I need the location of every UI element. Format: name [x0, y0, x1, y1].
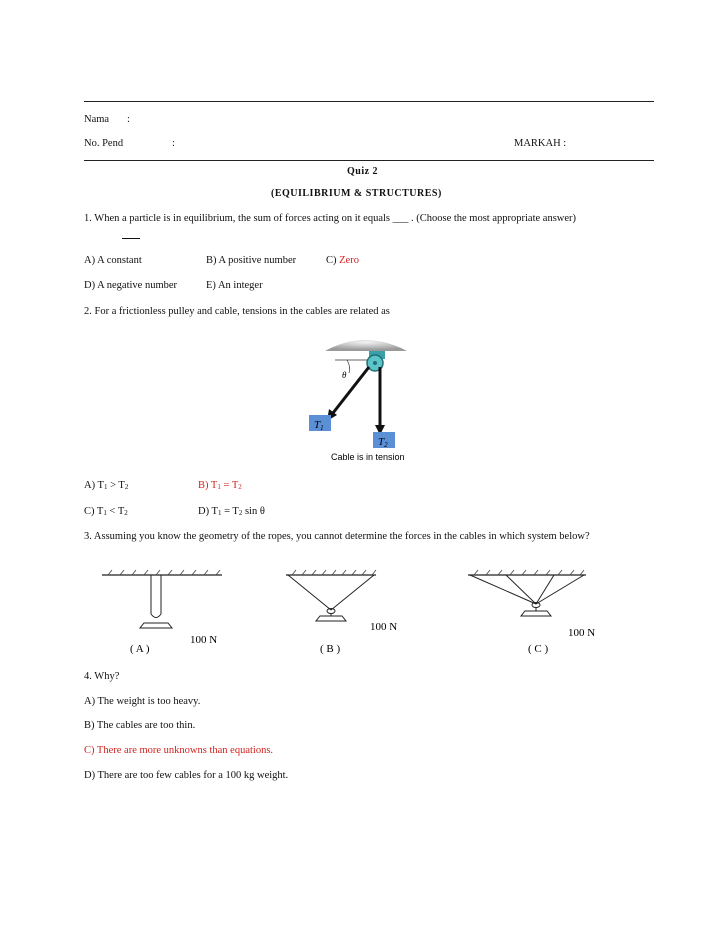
q2-option-b	[198, 480, 242, 491]
q2-c-pre: C) T	[84, 506, 104, 517]
pulley-figure-svg	[305, 333, 435, 465]
figure-b-label: ( B )	[320, 643, 341, 655]
figure-b-rope-left	[288, 575, 331, 610]
ceiling-shape	[325, 340, 407, 351]
t2-subscript: 2	[384, 441, 388, 449]
cable-t1	[333, 367, 369, 413]
figure-b-rope-right	[331, 575, 374, 610]
q2-a-sub1: 1	[103, 483, 108, 491]
figure-a-hatch	[108, 570, 220, 575]
theta-arc	[347, 360, 350, 373]
figure-b-svg	[284, 568, 424, 656]
top-rule	[84, 101, 654, 102]
nama-label: Nama	[84, 114, 110, 125]
q2-a-pre: A) T	[84, 480, 104, 491]
q2-c-mid: < T	[106, 506, 125, 517]
q2-d-mid: = T	[221, 506, 239, 517]
nopend-label: No. Pend	[84, 138, 124, 149]
q1-option-e: E) An integer	[206, 280, 263, 291]
t2-letter: T	[378, 436, 385, 448]
q1-option-c-answer: Zero	[339, 255, 359, 266]
nama-colon: :	[127, 114, 130, 125]
q4-text: 4. Why?	[84, 671, 120, 682]
figure-b-ring	[327, 609, 335, 614]
q4-option-b: B) The cables are too thin.	[84, 720, 196, 731]
q2-b-mid: = T	[220, 480, 239, 491]
figure-c-svg	[466, 568, 616, 656]
pulley-figure	[305, 333, 435, 465]
q1-option-d: D) A negative number	[84, 280, 178, 291]
figure-b-load: 100 N	[370, 621, 398, 633]
q4-option-c: C) There are more unknowns than equations.	[84, 745, 274, 756]
figure-c-hatch	[474, 570, 584, 575]
figure-b	[284, 568, 424, 656]
q2-d-pre: D) T	[198, 506, 218, 517]
figure-a	[100, 568, 240, 656]
q2-a-mid: > T	[107, 480, 125, 491]
figure-a-load: 100 N	[190, 634, 218, 646]
q2-b-pre: B) T	[198, 480, 218, 491]
q2-a-sub2: 2	[124, 483, 129, 491]
q2-b-sub2: 2	[238, 483, 242, 491]
figure-c-label: ( C )	[528, 643, 549, 655]
q2-d-sub2: 2	[238, 509, 243, 517]
t1-letter: T	[314, 419, 321, 431]
markah-label: MARKAH :	[514, 138, 567, 149]
q2-d-post: sin θ	[242, 506, 265, 517]
figure-c-weight	[521, 611, 551, 616]
t1-subscript: 1	[320, 424, 324, 432]
q2-option-c	[84, 506, 128, 517]
q1-option-a: A) A constant	[84, 255, 142, 266]
q4-option-d: D) There are too few cables for a 100 kg weight.	[84, 770, 289, 781]
pulley-axle	[373, 361, 377, 365]
q2-c-sub1: 1	[103, 509, 107, 517]
q2-b-sub1: 1	[217, 483, 221, 491]
q1-option-c	[326, 255, 359, 266]
figure-a-weight	[140, 623, 172, 628]
quiz-title: Quiz 2	[347, 166, 379, 177]
q2-text: 2. For a frictionless pulley and cable, tensions in the cables are related as	[84, 306, 390, 317]
q1-option-b: B) A positive number	[206, 255, 297, 266]
figure-c-ropes	[470, 575, 584, 604]
figure-a-loop	[151, 614, 161, 618]
q2-c-sub2: 2	[124, 509, 128, 517]
q2-d-sub1: 1	[217, 509, 222, 517]
figure-c-load: 100 N	[568, 627, 596, 639]
q1-option-c-prefix: C)	[326, 255, 337, 266]
q2-option-a	[84, 480, 128, 491]
theta-label: θ	[342, 370, 347, 380]
q1-underline	[122, 238, 140, 239]
nopend-colon: :	[172, 138, 175, 149]
quiz-subtitle: (EQUILIBRIUM & STRUCTURES)	[271, 188, 442, 199]
figure-b-hatch	[292, 570, 376, 575]
figure-c	[466, 568, 616, 656]
q2-option-d	[198, 506, 265, 517]
header-rule	[84, 160, 654, 161]
q3-text: 3. Assuming you know the geometry of the ropes, you cannot determine the forces in the cables in which system below?	[84, 531, 590, 542]
figure-a-label: ( A )	[130, 643, 150, 655]
figure-caption: Cable is in tension	[331, 452, 405, 462]
figure-b-weight	[316, 616, 346, 621]
q4-option-a: A) The weight is too heavy.	[84, 696, 201, 707]
q1-text: 1. When a particle is in equilibrium, the sum of forces acting on it equals ___ . (Choose the most appropriate answer)	[84, 213, 577, 224]
figure-a-svg	[100, 568, 240, 656]
